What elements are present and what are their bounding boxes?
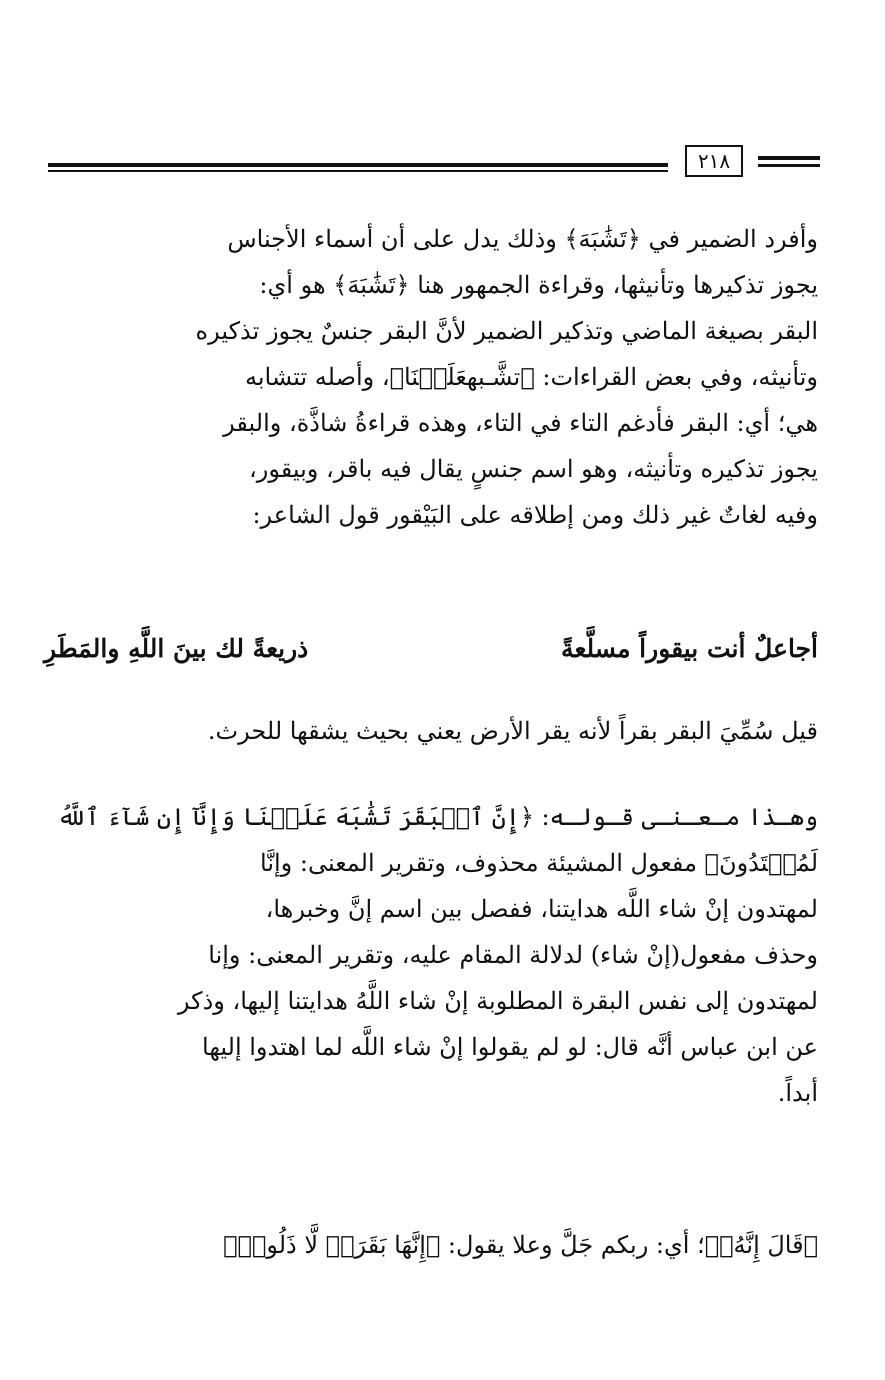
- paragraph-2: [44, 794, 818, 1116]
- header-rule-right-thick: [758, 156, 820, 160]
- text-line: لَمُهۡتَدُونَ﴾ مفعول المشيئة محذوف، وتقرير المعنى: وإنَّا: [260, 849, 818, 877]
- text-line: عن ابن عباس أنَّه قال: لو لم يقولوا إنْ شاء اللَّه لما اهتدوا إليها: [202, 1033, 818, 1061]
- verse-second-hemistich: ذريعةً لك بينَ اللَّهِ والمَطَرِ: [44, 634, 309, 663]
- text-line: وأفرد الضمير في ﴿تَشَٰبَهَ﴾ وذلك يدل على أن أسماء الأجناس: [227, 225, 818, 253]
- page-header: [48, 145, 820, 185]
- text-line: أبداً.: [777, 1079, 818, 1107]
- header-rule-thin: [48, 170, 668, 172]
- text-line: يجوز تذكيره وتأنيثه، وهو اسم جنسٍ يقال فيه باقر، وبيقور،: [248, 455, 818, 483]
- text-line: لمهتدون إلى نفس البقرة المطلوبة إنْ شاء اللَّهُ هدايتنا إليها، وذكر: [177, 987, 818, 1015]
- page-number: ٢١٨: [685, 145, 743, 177]
- text-line: البقر بصيغة الماضي وتذكير الضمير لأنَّ البقر جنسٌ يجوز تذكيره: [195, 317, 818, 345]
- text-line: وتأنيثه، وفي بعض القراءات: ﴿تشَّـبهعَلَيۡنَا﴾، وأصله تتشابه: [244, 363, 818, 391]
- paragraph-1: [44, 216, 818, 538]
- verse-first-hemistich: أجاعلٌ أنت بيقوراً مسلَّعةً: [561, 634, 818, 663]
- header-rule-thick: [48, 163, 668, 167]
- text-line: يجوز تذكيرها وتأنيثها، وقراءة الجمهور هنا ﴿تَشَٰبَهَ﴾ هو أي:: [259, 271, 818, 299]
- text-line: لمهتدون إنْ شاء اللَّه هدايتنا، ففصل بين اسم إنَّ وخبرها،: [265, 895, 818, 923]
- text-line: ﴿قَالَ إِنَّهُۥ﴾؛ أي: ربكم جَلَّ وعلا يقول: ﴿إِنَّهَا بَقَرَةٞ لَّا ذَلُولٞ﴾: [223, 1231, 818, 1259]
- text-line: وحذف مفعول(إنْ شاء) لدلالة المقام عليه، وتقرير المعنى: وإنا: [208, 941, 818, 969]
- text-line: هي؛ أي: البقر فأدغم التاء في التاء، وهذه قراءةُ شاذَّة، والبقر: [223, 409, 818, 437]
- header-rule-right-thin: [758, 164, 820, 167]
- text-line: قيل سُمِّيَ البقر بقراً لأنه يقر الأرض يعني بحيث يشقها للحرث.: [207, 717, 818, 745]
- text-line: وهـذا مـعـنـى قـولـه: ﴿إِنَّ ٱلۡبَقَرَ تَشَٰبَهَ عَلَيۡنَا وَإِنَّآ إِن شَآءَ ٱللَّهُ: [57, 803, 818, 831]
- paragraph-3: [44, 1222, 818, 1268]
- poetry-verse: [44, 626, 818, 672]
- text-line: وفيه لغاتٌ غير ذلك ومن إطلاقه على البَيْقور قول الشاعر:: [252, 501, 818, 529]
- note-paragraph: [44, 708, 818, 754]
